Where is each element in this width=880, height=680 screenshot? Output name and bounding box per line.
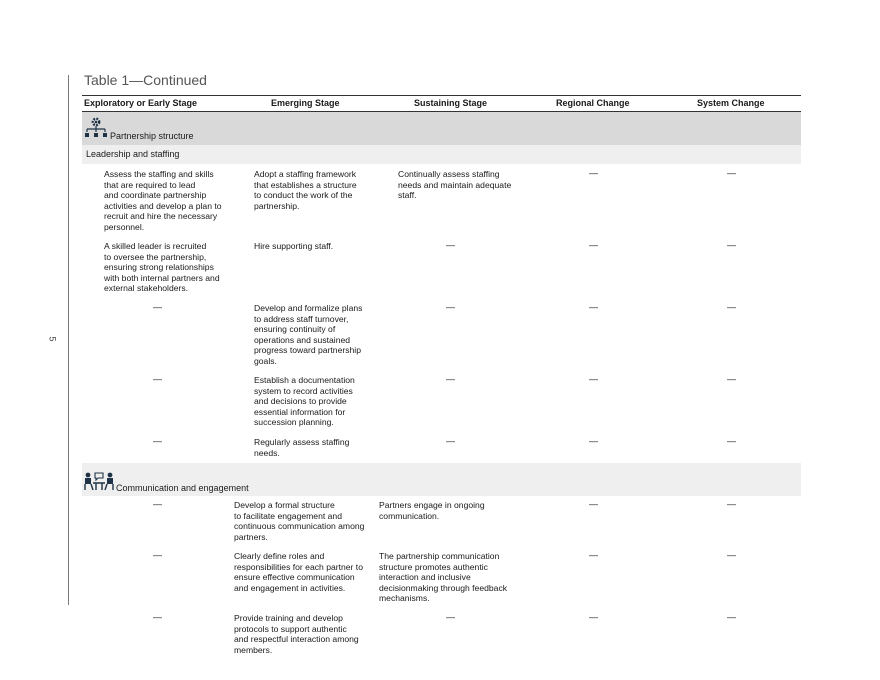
table-cell: — (727, 612, 736, 622)
table-cell: — (446, 436, 455, 446)
table-cell: — (153, 499, 162, 509)
col-header-sustaining: Sustaining Stage (414, 98, 488, 108)
table-cell: — (589, 499, 598, 509)
table-cell: — (446, 612, 455, 622)
table-cell: Hire supporting staff. (254, 241, 334, 251)
table-cell: — (589, 168, 598, 178)
table-cell: Develop a formal structure to facilitate engagement and continuous communication among partners. (234, 500, 365, 542)
table-cell: Provide training and develop protocols to support authentic and respectful interaction among members. (234, 613, 359, 655)
page-number: 5 (47, 336, 58, 342)
partnership-structure-icon (84, 116, 108, 140)
table-cell: — (589, 612, 598, 622)
table-cell: — (446, 374, 455, 384)
subsection-band (82, 145, 801, 164)
col-header-regional: Regional Change (556, 98, 630, 108)
table-cell: — (153, 550, 162, 560)
table-cell: — (727, 374, 736, 384)
table-cell: — (589, 302, 598, 312)
table-cell: — (727, 499, 736, 509)
section-title-partnership: Partnership structure (110, 131, 194, 141)
table-cell: — (153, 612, 162, 622)
table-cell: — (446, 240, 455, 250)
table-cell: — (153, 302, 162, 312)
table-cell: — (727, 436, 736, 446)
table-cell: — (727, 240, 736, 250)
communication-icon (83, 470, 115, 492)
header-top-rule (82, 95, 801, 96)
table-cell: — (727, 168, 736, 178)
col-header-exploratory: Exploratory or Early Stage (84, 98, 198, 108)
table-cell: — (589, 374, 598, 384)
table-cell: The partnership communication structure promotes authentic interaction and inclusive decisionmaking through feedback mechanisms. (379, 551, 508, 603)
table-cell: — (589, 240, 598, 250)
table-cell: Continually assess staffing needs and maintain adequate staff. (398, 169, 512, 200)
table-cell: A skilled leader is recruited to oversee the partnership, ensuring strong relationships with both internal partners and external stakeholders. (104, 241, 220, 293)
table-cell: — (727, 550, 736, 560)
section-title-communication: Communication and engagement (116, 483, 249, 493)
table-cell: Assess the staffing and skills that are required to lead and coordinate partnership activities and develop a plan to recruit and hire the necessary personnel. (104, 169, 222, 232)
table-cell: Regularly assess staffing needs. (254, 437, 350, 458)
col-header-emerging: Emerging Stage (271, 98, 340, 108)
table-cell: — (153, 374, 162, 384)
margin-rule (68, 75, 69, 605)
table-title: Table 1—Continued (84, 72, 207, 88)
table-cell: — (446, 302, 455, 312)
table-cell: Clearly define roles and responsibilities for each partner to ensure effective communication and engagement in activities. (234, 551, 363, 593)
table-cell: — (153, 436, 162, 446)
table-cell: Partners engage in ongoing communication. (379, 500, 485, 521)
subsection-title: Leadership and staffing (86, 149, 180, 159)
table-cell: — (589, 436, 598, 446)
table-cell: Develop and formalize plans to address staff turnover, ensuring continuity of operations and sustained progress toward partnership goals. (254, 303, 363, 366)
table-cell: Establish a documentation system to record activities and decisions to provide essential information for succession planning. (254, 375, 355, 427)
table-cell: Adopt a staffing framework that establishes a structure to conduct the work of the partnership. (254, 169, 357, 211)
table-cell: — (589, 550, 598, 560)
col-header-system: System Change (697, 98, 765, 108)
table-cell: — (727, 302, 736, 312)
